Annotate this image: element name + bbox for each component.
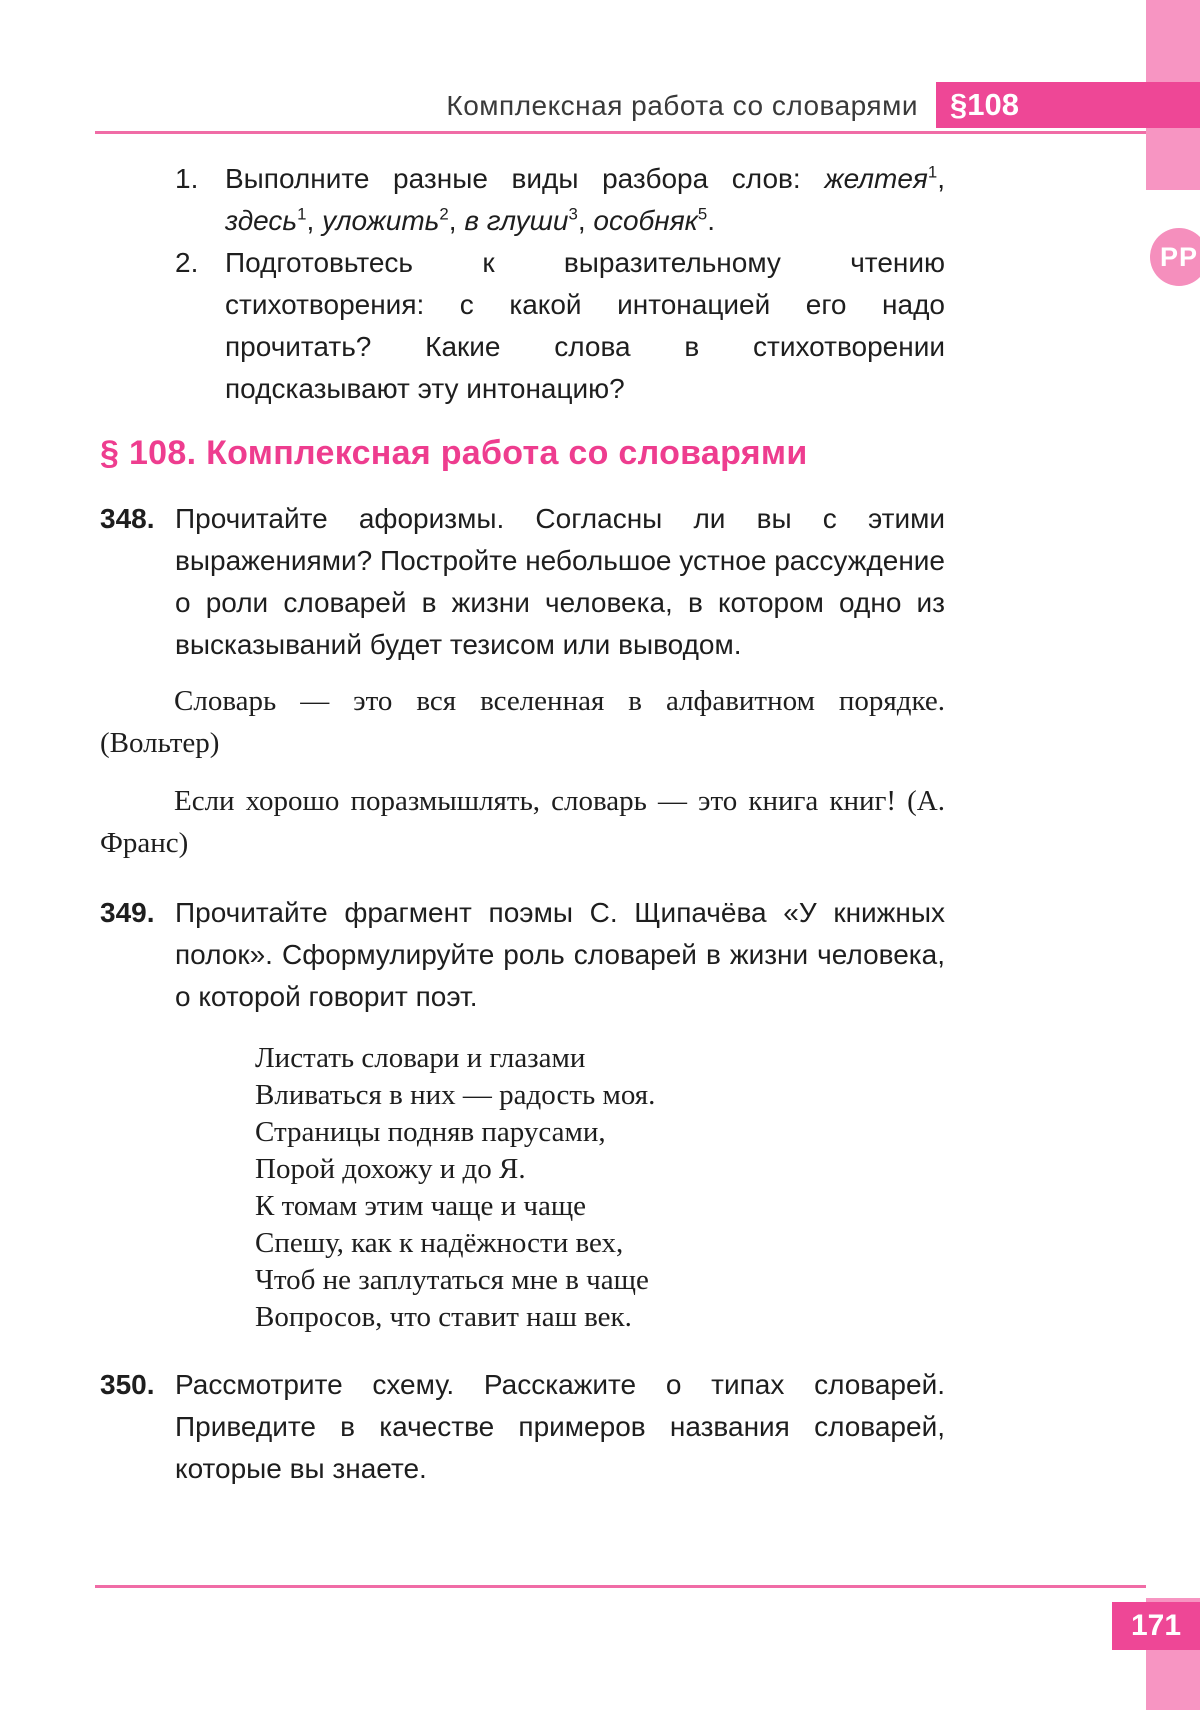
poem-line: Вливаться в них — радость моя. [255, 1079, 656, 1111]
poem-block [255, 1040, 945, 1336]
poem-line: Спешу, как к надёжности вех, [255, 1227, 624, 1259]
section-heading: § 108. Комплексная работа со словарями [100, 434, 808, 472]
poem-line: Порой дохожу и до Я. [255, 1153, 526, 1185]
task-item-1 [175, 158, 945, 242]
exercise-text: Прочитайте фрагмент поэмы С. Щипачёва «У книжных полок». Сформулируйте роль словарей в жизни человека, о которой говорит поэт. [175, 897, 945, 1012]
poem-line: К томам этим чаще и чаще [255, 1190, 587, 1222]
exercise-349 [100, 892, 945, 1018]
quote-author: (Вольтер) [100, 727, 220, 759]
quote-text: Если хорошо поразмышлять, словарь — это книга книг! [174, 785, 897, 817]
page-content [100, 140, 945, 1490]
quote-france [100, 780, 945, 864]
exercise-text: Прочитайте афоризмы. Согласны ли вы с этими выражениями? Постройте небольшое устное рассуждение о роли словарей в жизни человека, в котором одно из высказываний будет тезисом или выводом. [175, 503, 945, 660]
poem-line: Чтоб не заплутаться мне в чаще [255, 1264, 649, 1296]
section-tab-label: §108 [950, 87, 1019, 122]
quote-author: (А. Франс) [100, 785, 945, 859]
rr-badge-label: РР [1159, 241, 1199, 272]
page-number: 171 [1130, 1609, 1182, 1642]
exercise-number: 349. [100, 897, 155, 928]
poem-line: Вопросов, что ставит наш век. [255, 1301, 632, 1333]
separator: , [448, 205, 465, 236]
separator: , [306, 205, 323, 236]
parse-word: уложить [322, 205, 440, 236]
exercise-number: 350. [100, 1369, 155, 1400]
section-tab [936, 82, 1200, 128]
intro-task-list [100, 158, 945, 410]
separator: . [707, 205, 716, 236]
parse-word: в глуши [464, 205, 569, 236]
task-item-2 [175, 242, 945, 410]
task-lead: Выполните разные виды разбора слов: [225, 163, 825, 194]
separator: , [937, 163, 945, 194]
parse-word-superscript: 5 [697, 204, 708, 224]
task-text [225, 163, 945, 236]
poem-line: Листать словари и глазами [255, 1042, 586, 1074]
parse-word-superscript: 3 [568, 204, 578, 224]
quote-text: Словарь — это вся вселенная в алфавитном порядке. [174, 685, 945, 717]
separator: , [577, 205, 594, 236]
parse-word-superscript: 1 [927, 162, 938, 182]
exercise-number: 348. [100, 503, 155, 534]
quote-voltaire [100, 680, 945, 764]
parse-word: здесь [225, 205, 298, 236]
parse-word-superscript: 1 [297, 204, 307, 224]
exercise-text: Рассмотрите схему. Расскажите о типах словарей. Приведите в качестве примеров названия словарей, которые вы знаете. [175, 1369, 945, 1484]
running-head: Комплексная работа со словарями [446, 90, 918, 121]
parse-word-superscript: 2 [439, 204, 449, 224]
task-number: 2. [175, 247, 199, 278]
task-text: Подготовьтесь к выразительному чтению стихотворения: с какой интонацией его надо прочитать? Какие слова в стихотворении подсказывают эту интонацию? [225, 247, 945, 404]
parse-word: желтея [824, 163, 928, 194]
footer-rule [95, 1585, 1146, 1588]
task-number: 1. [175, 163, 199, 194]
poem-line: Страницы подняв парусами, [255, 1116, 606, 1148]
exercise-350 [100, 1364, 945, 1490]
rr-badge [1150, 228, 1200, 286]
header-rule [95, 131, 1146, 134]
exercise-348 [100, 498, 945, 666]
page-number-box [1112, 1602, 1200, 1650]
parse-word: особняк [593, 205, 698, 236]
